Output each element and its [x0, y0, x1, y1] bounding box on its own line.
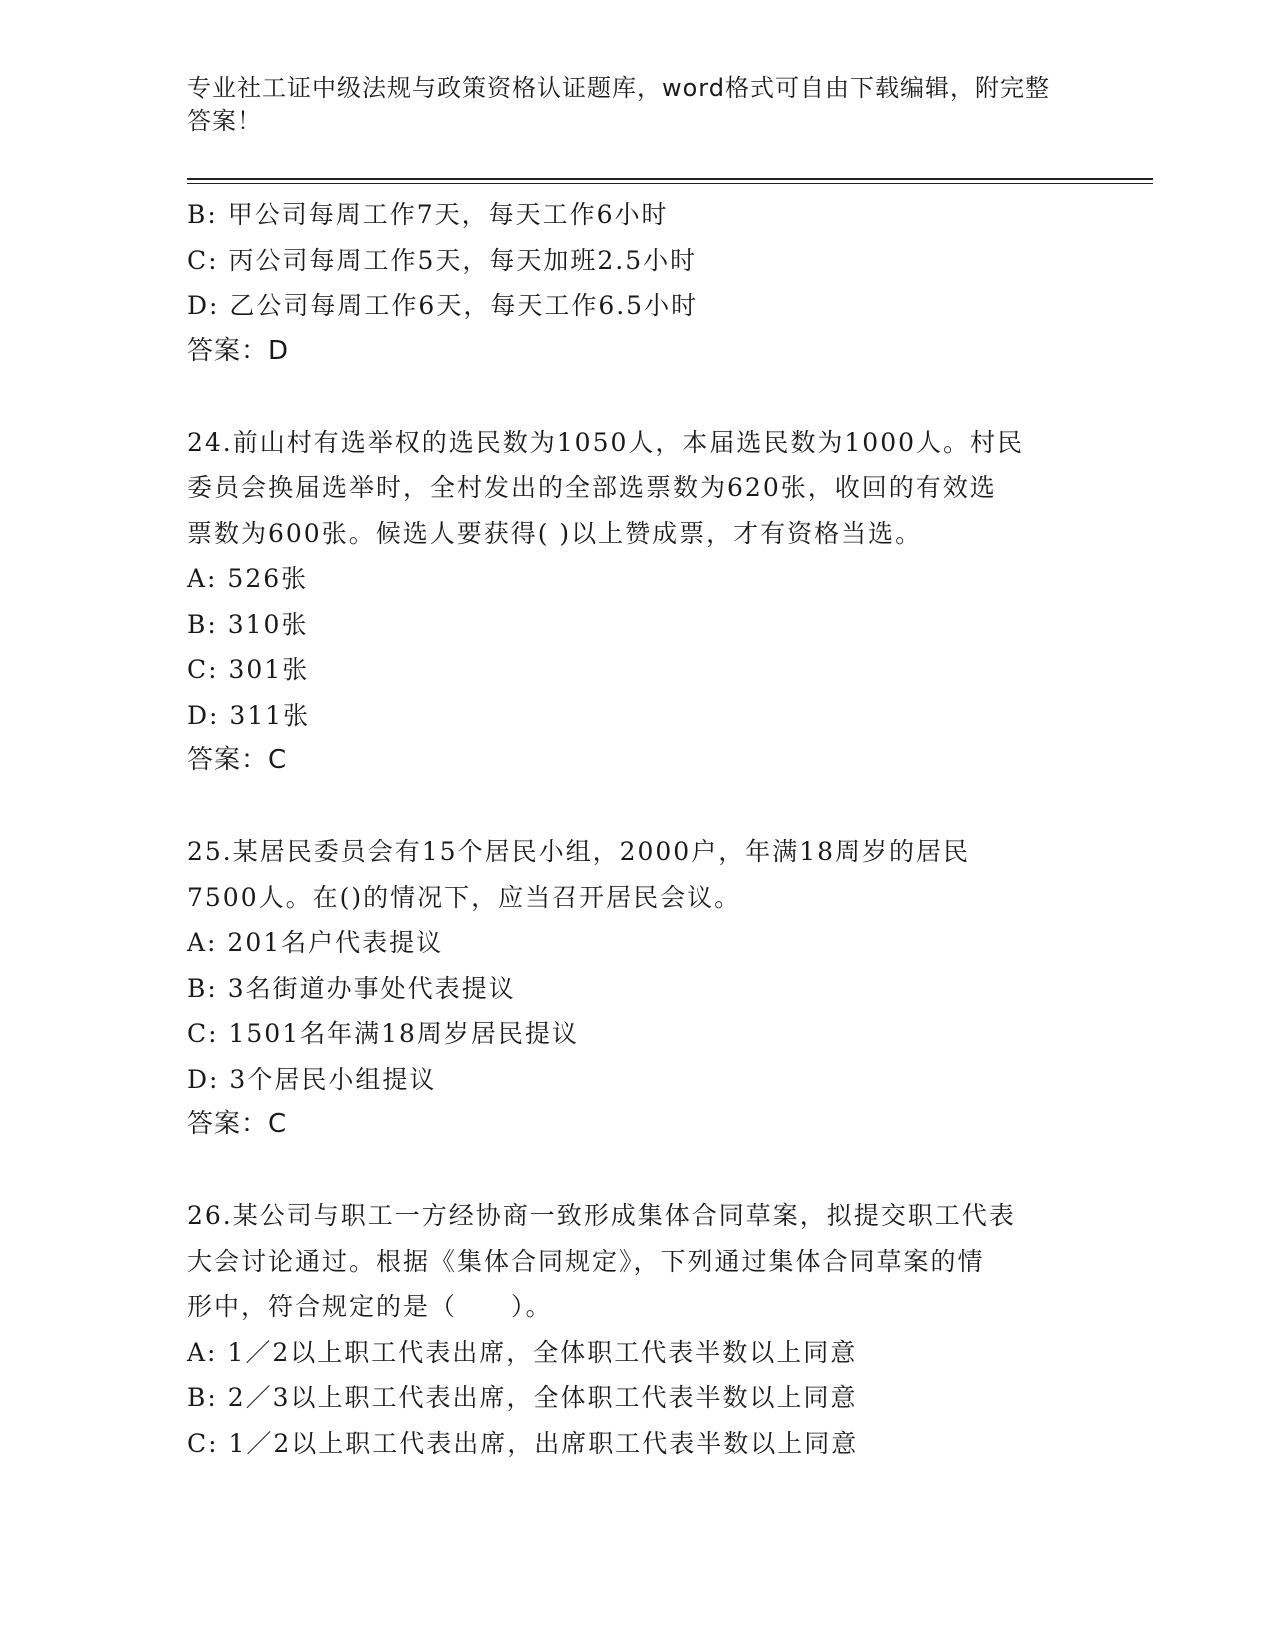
question-stem-line: 大会讨论通过。根据《集体合同规定》，下列通过集体合同草案的情	[187, 1246, 985, 1276]
question-26	[187, 1193, 1087, 1466]
question-stem-line: 票数为600张。候选人要获得( )以上赞成票，才有资格当选。	[187, 518, 923, 548]
option-b: B: 3名街道办事处代表提议	[187, 973, 516, 1003]
option-a: A: 201名户代表提议	[187, 928, 444, 957]
question-24	[187, 420, 1087, 784]
header-rule-thick	[187, 178, 1153, 180]
option-b: B: 310张	[187, 609, 309, 639]
option-b: B: 甲公司每周工作7天，每天工作6小时	[187, 200, 669, 229]
question-content	[187, 192, 1087, 1466]
spacer	[187, 784, 1087, 830]
question-stem-line: 26.某公司与职工一方经协商一致形成集体合同草案，拟提交职工代表	[187, 1201, 1016, 1230]
option-a: A: 1／2以上职工代表出席，全体职工代表半数以上同意	[187, 1337, 858, 1367]
answer: 答案：C	[187, 1109, 288, 1139]
question-stem-line: 形中，符合规定的是（ ）。	[187, 1292, 553, 1321]
question-stem-line: 委员会换届选举时，全村发出的全部选票数为620张，收回的有效选	[187, 473, 997, 502]
question-stem-line: 7500人。在()的情况下，应当召开居民会议。	[187, 882, 742, 912]
option-c: C: 1／2以上职工代表出席，出席职工代表半数以上同意	[187, 1428, 859, 1458]
option-b: B: 2／3以上职工代表出席，全体职工代表半数以上同意	[187, 1383, 858, 1412]
option-c: C: 1501名年满18周岁居民提议	[187, 1019, 579, 1048]
answer: 答案：D	[187, 335, 290, 366]
option-d: D: 乙公司每周工作6天，每天工作6.5小时	[187, 291, 699, 320]
question-stem-line: 24.前山村有选举权的选民数为1050人，本届选民数为1000人。村民	[187, 427, 1025, 457]
option-d: D: 3个居民小组提议	[187, 1064, 437, 1094]
header-rule-thin	[187, 183, 1153, 184]
option-c: C: 丙公司每周工作5天，每天加班2.5小时	[187, 245, 698, 275]
question-23	[187, 192, 1087, 374]
question-stem-line: 25.某居民委员会有15个居民小组，2000户，年满18周岁的居民	[187, 837, 971, 866]
answer: 答案：C	[187, 745, 288, 775]
option-c: C: 301张	[187, 655, 310, 684]
spacer	[187, 374, 1087, 420]
spacer	[187, 1148, 1087, 1194]
question-25	[187, 829, 1087, 1148]
document-header: 专业社工证中级法规与政策资格认证题库，word格式可自由下载编辑，附完整答案！	[187, 74, 1050, 135]
option-d: D: 311张	[187, 700, 311, 730]
option-a: A: 526张	[187, 564, 309, 593]
